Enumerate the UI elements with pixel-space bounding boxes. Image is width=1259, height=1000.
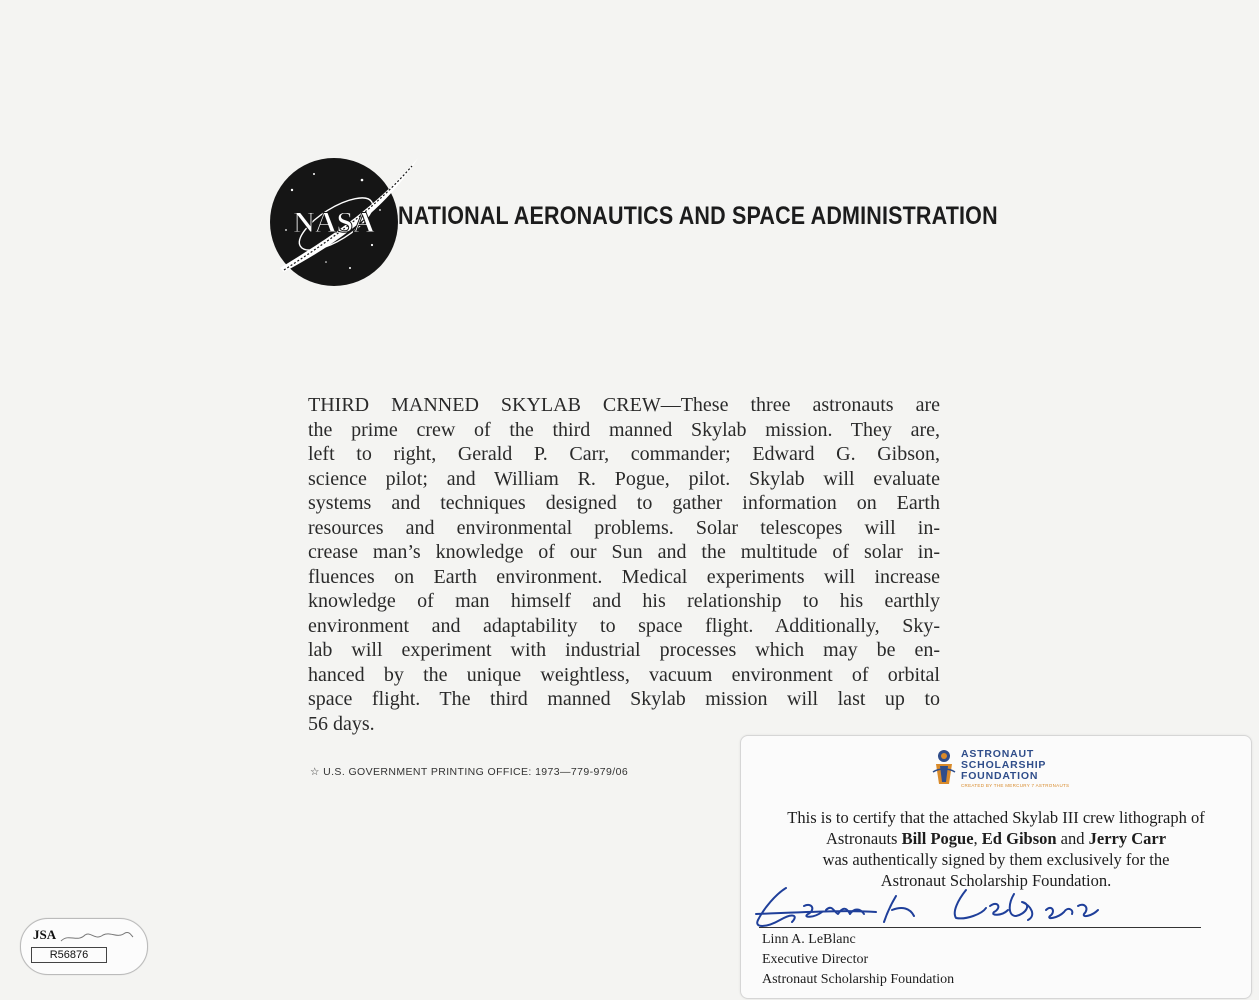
cert-prefix: Astronauts	[825, 829, 902, 848]
caption-line: resources and environmental problems. Solar telescopes will in-	[308, 516, 940, 539]
caption-line: the prime crew of the third manned Skylab mission. They are,	[308, 418, 940, 441]
cert-separator: ,	[973, 829, 982, 848]
jsa-serial-number: R56876	[31, 947, 107, 963]
jsa-signature-scribble	[59, 925, 135, 947]
cert-line: Astronaut Scholarship Foundation.	[880, 871, 1112, 890]
signer-title: Executive Director	[762, 952, 869, 967]
signer-organization: Astronaut Scholarship Foundation	[762, 972, 955, 987]
caption-line: 56 days.	[308, 712, 375, 735]
caption-line: science pilot; and William R. Pogue, pilot. Skylab will evaluate	[308, 467, 940, 490]
caption-line: lab will experiment with industrial processes which may be en-	[308, 639, 940, 661]
astronaut-emblem-icon	[931, 748, 957, 788]
crew-caption	[308, 393, 940, 736]
nasa-logo-text: NASA	[293, 206, 375, 239]
caption-line: left to right, Gerald P. Carr, commander; Edward G. Gibson,	[308, 443, 940, 465]
asf-logo	[931, 748, 1081, 788]
asf-tagline: CREATED BY THE MERCURY 7 ASTRONAUTS	[961, 783, 1070, 788]
printing-office-note: ☆ U.S. GOVERNMENT PRINTING OFFICE: 1973—779-979/06	[310, 766, 629, 778]
nasa-header	[262, 150, 1002, 290]
signer-name: Linn A. LeBlanc	[762, 932, 856, 947]
jsa-brand: JSA	[33, 927, 57, 942]
cert-line: was authentically signed by them exclusively for the	[822, 850, 1170, 869]
caption-line: systems and techniques designed to gather information on Earth	[308, 492, 940, 514]
cert-line	[751, 828, 1241, 849]
caption-line: knowledge of man himself and his relationship to his earthly	[308, 590, 940, 612]
caption-line: THIRD MANNED SKYLAB CREW—These three astronauts are	[308, 394, 940, 416]
certificate-card	[740, 735, 1252, 999]
astronaut-name: Jerry Carr	[1088, 829, 1167, 848]
signature-line	[759, 927, 1201, 928]
agency-name: NATIONAL AERONAUTICS AND SPACE ADMINISTRATION	[398, 202, 998, 230]
caption-line: environment and adaptability to space flight. Additionally, Sky-	[308, 614, 940, 637]
asf-logo-line: SCHOLARSHIP	[961, 759, 1047, 771]
caption-line: fluences on Earth environment. Medical experiments will increase	[308, 565, 940, 588]
asf-logo-line: ASTRONAUT	[961, 748, 1035, 760]
astronaut-name: Bill Pogue	[901, 829, 974, 848]
cert-separator: and	[1056, 829, 1089, 848]
caption-line: space flight. The third manned Skylab mission will last up to	[308, 688, 940, 710]
caption-line: hanced by the unique weightless, vacuum environment of orbital	[308, 663, 940, 686]
asf-logo-text	[961, 749, 1046, 782]
jsa-authentication-sticker	[20, 918, 148, 975]
asf-logo-line: FOUNDATION	[961, 770, 1039, 782]
cert-line: This is to certify that the attached Skylab III crew lithograph of	[787, 808, 1205, 827]
astronaut-name: Ed Gibson	[981, 829, 1057, 848]
caption-line: crease man’s knowledge of our Sun and the multitude of solar in-	[308, 541, 940, 563]
signer-block	[762, 930, 954, 990]
